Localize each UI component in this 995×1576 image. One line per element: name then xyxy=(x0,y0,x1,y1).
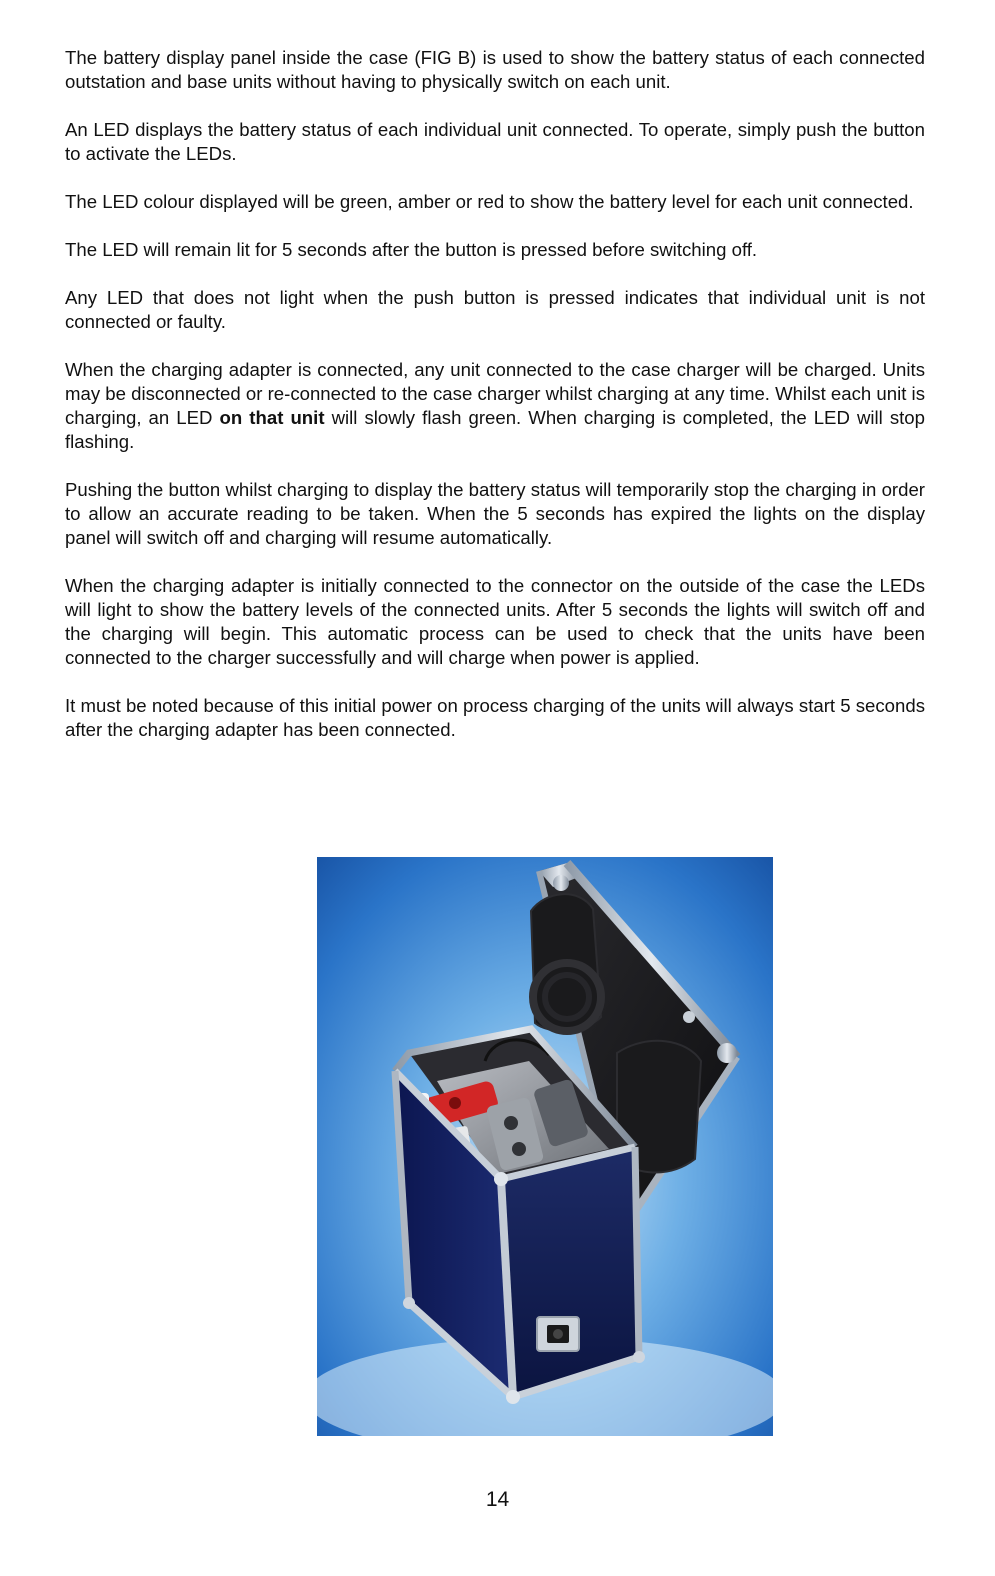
paragraph-initial-connection: When the charging adapter is initially connected to the connector on the outside of the case the LEDs will light to show the battery levels of the connected units. After 5 seconds the lights will switch off and the charging will begin. This automatic process can be used to check that the units have been connected to the charger successfully and will charge when power is applied. xyxy=(65,575,925,668)
charging-case-illustration xyxy=(317,857,773,1436)
page-number: 14 xyxy=(485,1488,510,1511)
paragraph-charging-text-after: will slowly flash green. When charging is completed, the LED will stop flashing. xyxy=(65,407,925,452)
paragraph-pushing-button: Pushing the button whilst charging to display the battery status will temporarily stop the charging in order to allow an accurate reading to be taken. When the 5 seconds has expired the lights on the display panel will switch off and charging will resume automatically. xyxy=(65,479,925,548)
paragraph-led-remain-lit: The LED will remain lit for 5 seconds after the button is pressed before switching off. xyxy=(65,239,758,260)
paragraph-power-on-note: It must be noted because of this initial power on process charging of the units will always start 5 seconds after the charging adapter has been connected. xyxy=(65,695,925,740)
paragraph-led-not-light: Any LED that does not light when the push button is pressed indicates that individual unit is not connected or faulty. xyxy=(65,287,925,332)
paragraph-battery-display-panel: The battery display panel inside the case (FIG B) is used to show the battery status of each connected outstation and base units without having to physically switch on each unit. xyxy=(65,47,925,92)
body-text xyxy=(65,46,925,766)
paragraph-charging-text-before: When the charging adapter is connected, any unit connected to the case charger will be charged. Units may be disconnected or re-connected to the case charger whilst charging at any time. Whilst each unit is charging, an LED xyxy=(65,359,925,428)
case-front-panel xyxy=(501,1147,639,1397)
emphasis-on-that-unit: on that unit xyxy=(219,407,325,428)
paragraph-led-displays: An LED displays the battery status of each individual unit connected. To operate, simply push the button to activate the LEDs. xyxy=(65,119,925,164)
paragraph-charging-adapter-connected xyxy=(65,358,925,454)
paragraph-led-colour: The LED colour displayed will be green, amber or red to show the battery level for each unit connected. xyxy=(65,191,914,212)
charging-case-photo xyxy=(317,857,773,1436)
